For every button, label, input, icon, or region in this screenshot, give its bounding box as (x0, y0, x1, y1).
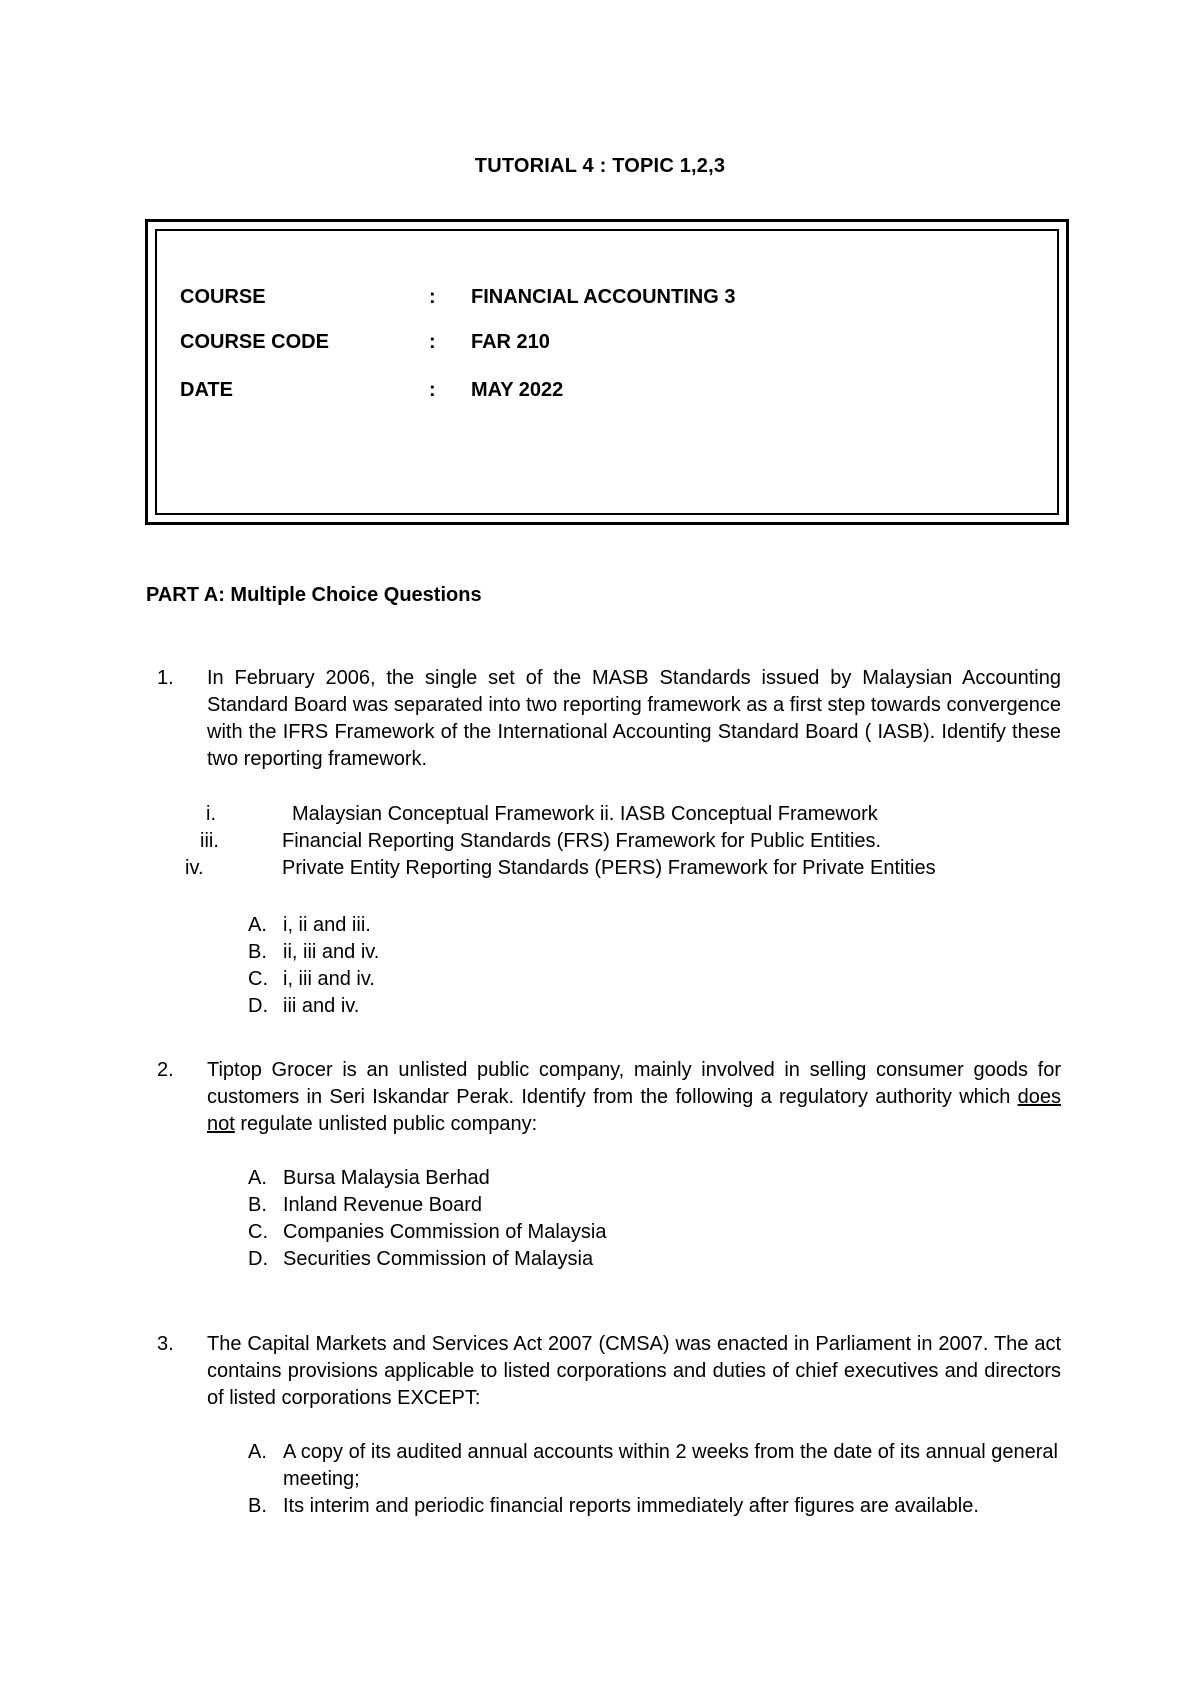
question-1-text: In February 2006, the single set of the MASB Standards issued by Malaysian Accounting Standard Board was separated into two reporting framework as a first step towards convergence with the IFRS Framework of the International Accounting Standard Board ( IASB). Identify these two reporting framework. (207, 667, 1061, 770)
question-3-option-text: A copy of its audited annual accounts within 2 weeks from the date of its annual general meeting; (283, 1441, 1058, 1490)
course-info-box (145, 219, 1069, 525)
question-2-option-letter: A. (248, 1167, 267, 1189)
question-2-option-text: Bursa Malaysia Berhad (283, 1167, 490, 1189)
question-3-option-letter: A. (248, 1441, 267, 1463)
question-1-option-letter: B. (248, 941, 267, 963)
course-info-box-inner-border (155, 229, 1059, 515)
question-3-text: The Capital Markets and Services Act 2007 (CMSA) was enacted in Parliament in 2007. The act contains provisions applicable to listed corporations and duties of chief executives and directors of listed corporations EXCEPT: (207, 1333, 1061, 1409)
question-1-number: 1. (157, 667, 174, 689)
question-1-statement-text: Malaysian Conceptual Framework ii. IASB Conceptual Framework (292, 803, 878, 825)
question-2-emphasis: does not (207, 1086, 1062, 1135)
question-2-option-text: Securities Commission of Malaysia (283, 1248, 594, 1270)
date-label: DATE (180, 379, 233, 401)
question-3-number: 3. (157, 1333, 174, 1355)
question-2-option-letter: B. (248, 1194, 267, 1216)
question-1-option-letter: C. (248, 968, 268, 990)
course-colon: : (429, 286, 436, 308)
question-2-text-after: regulate unlisted public company: (240, 1113, 538, 1135)
question-2-option-text: Companies Commission of Malaysia (283, 1221, 607, 1243)
question-1-statement-text: Financial Reporting Standards (FRS) Framework for Public Entities. (282, 830, 882, 852)
date-colon: : (429, 379, 436, 401)
page-title: TUTORIAL 4 : TOPIC 1,2,3 (474, 155, 726, 177)
question-1-statement-num: iii. (200, 830, 219, 852)
question-1-statement-text: Private Entity Reporting Standards (PERS) Framework for Private Entities (282, 857, 936, 879)
course-code-label: COURSE CODE (180, 331, 329, 353)
question-2-option-letter: C. (248, 1221, 268, 1243)
part-a-heading: PART A: Multiple Choice Questions (146, 584, 482, 606)
question-1-option-text: iii and iv. (283, 995, 360, 1017)
question-1-option-text: ii, iii and iv. (283, 941, 380, 963)
course-code-value: FAR 210 (471, 331, 550, 353)
question-2-text-before: Tiptop Grocer is an unlisted public company, mainly involved in selling consumer goods for customers in Seri Iskandar Perak. Identify from the following a regulatory authority which (207, 1059, 1061, 1108)
question-3-option-text: Its interim and periodic financial reports immediately after figures are available. (283, 1495, 979, 1517)
question-2-option-letter: D. (248, 1248, 268, 1270)
question-1-option-letter: A. (248, 914, 267, 936)
course-label: COURSE (180, 286, 266, 308)
course-value: FINANCIAL ACCOUNTING 3 (471, 286, 736, 308)
question-1-option-letter: D. (248, 995, 268, 1017)
question-2-option-text: Inland Revenue Board (283, 1194, 483, 1216)
question-3-option-letter: B. (248, 1495, 267, 1517)
question-2-number: 2. (157, 1059, 174, 1081)
question-1-statement-num: i. (206, 803, 216, 825)
question-1-option-text: i, ii and iii. (283, 914, 371, 936)
question-2-text (207, 1057, 1061, 1138)
date-value: MAY 2022 (471, 379, 564, 401)
question-1-statement-num: iv. (185, 857, 204, 879)
course-code-colon: : (429, 331, 436, 353)
question-1-option-text: i, iii and iv. (283, 968, 375, 990)
